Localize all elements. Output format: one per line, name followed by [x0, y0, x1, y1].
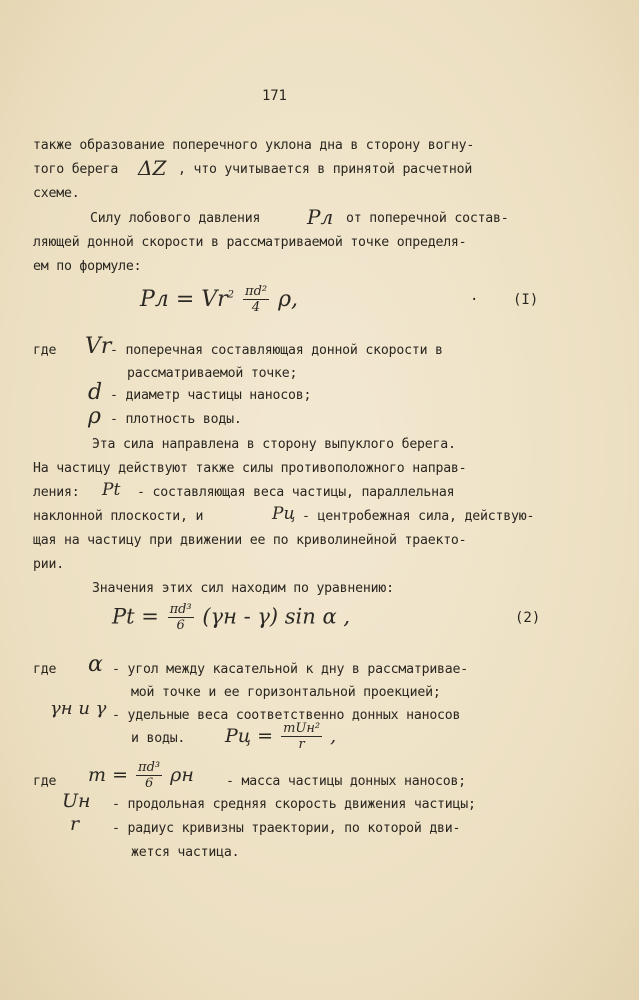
r-symbol: r: [70, 813, 80, 835]
def-text: мой точке и ее горизонтальной проекцией;: [131, 685, 441, 700]
text-line: схеме.: [33, 186, 80, 201]
alpha-symbol: α: [88, 652, 103, 677]
text-line: щая на частицу при движении ее по криволинейной траекто-: [33, 533, 467, 548]
text-line: рии.: [33, 557, 64, 572]
def-text: жется частица.: [131, 845, 240, 860]
pl-symbol: Pл: [307, 205, 334, 229]
equation-1: Pл = $Vr^2$ $\frac{\text{πd²}}{4}$ ρ,: [140, 284, 299, 315]
eq2-fraction: $\frac{\text{πd³}}{6}$: [169, 602, 192, 633]
def-text: и воды.: [131, 731, 186, 746]
dot-mark: ·: [470, 292, 479, 308]
eq1-v: Vr: [201, 287, 228, 312]
def-text: - плотность воды.: [110, 412, 242, 427]
gamma-symbols: γн и γ: [50, 698, 107, 719]
eq2-lhs: Pt: [112, 604, 135, 629]
equation-2: Pt = $\frac{\text{πd³}}{6}$ (γн - γ) sin α ,: [112, 602, 351, 633]
where-label: где: [33, 662, 57, 677]
where-label: где: [33, 343, 57, 358]
vr-symbol: Vr: [85, 334, 112, 359]
text-line: На частицу действуют также силы противоположного направ-: [33, 461, 467, 476]
def-text: - угол между касательной к дну в рассматривае-: [112, 662, 469, 677]
u-symbol: Uн: [62, 790, 91, 812]
eq1-lhs: Pл: [140, 287, 169, 312]
text-line: от поперечной состав-: [346, 211, 509, 226]
text-line: Эта сила направлена в сторону выпуклого берега.: [92, 437, 456, 452]
text-line: Силу лобового давления: [90, 211, 261, 226]
text-line: , что учитывается в принятой расчетной: [178, 162, 473, 177]
where-label: где: [33, 774, 57, 789]
text-line: того берега: [33, 162, 119, 177]
text-line: ления:: [33, 485, 80, 500]
page-number: 171: [262, 88, 287, 104]
rho-symbol: ρ: [88, 404, 101, 429]
delta-z-symbol: ΔZ: [138, 156, 167, 180]
centrifugal-formula: Pц = $\frac{\text{mUн²}}{r}$ ,: [225, 721, 337, 752]
equation-1-number: (I): [513, 292, 539, 308]
pt-symbol: Pt: [102, 480, 121, 500]
eq2-rest: (γн - γ) sin α: [202, 604, 337, 629]
def-text: рассматриваемой точке;: [127, 366, 298, 381]
def-text: - удельные веса соответственно донных наносов: [112, 708, 461, 723]
text-line: - составляющая веса частицы, параллельная: [137, 485, 455, 500]
eq1-rho: ρ: [278, 287, 292, 312]
d-symbol: d: [88, 380, 103, 405]
text-line: ем по формуле:: [33, 259, 142, 274]
def-text: - масса частицы донных наносов;: [226, 774, 466, 789]
def-text: - поперечная составляющая донной скорости в: [110, 343, 443, 358]
pc-symbol: Pц: [272, 504, 296, 524]
def-text: - радиус кривизны траектории, по которой дви-: [112, 821, 461, 836]
text-line: также образование поперечного уклона дна в сторону вогну-: [33, 138, 475, 153]
mass-formula: m = $\frac{\text{πd³}}{6}$ ρн: [88, 760, 194, 791]
text-line: наклонной плоскости, и: [33, 509, 204, 524]
eq2-comma: ,: [343, 604, 351, 629]
text-line: - центробежная сила, действую-: [302, 509, 535, 524]
text-line: Значения этих сил находим по уравнению:: [92, 581, 394, 596]
text-line: ляющей донной скорости в рассматриваемой точке определя-: [33, 235, 467, 250]
equation-2-number: (2): [515, 610, 541, 626]
def-text: - диаметр частицы наносов;: [110, 388, 312, 403]
def-text: - продольная средняя скорость движения частицы;: [112, 797, 476, 812]
eq1-fraction: $\frac{\text{πd²}}{4}$: [245, 284, 268, 315]
